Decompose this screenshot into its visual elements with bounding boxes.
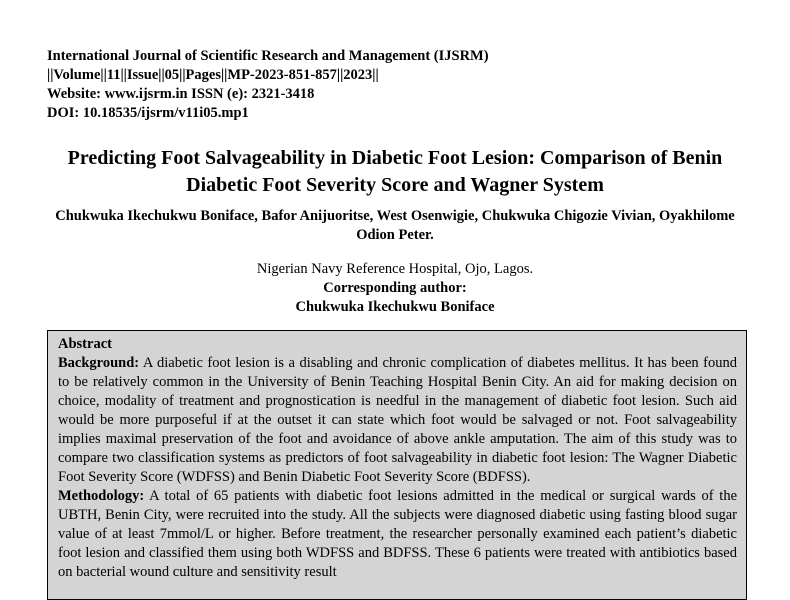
abstract-heading: Abstract — [58, 336, 112, 352]
abstract-background — [58, 354, 737, 487]
volume-info: ||Volume||11||Issue||05||Pages||MP-2023-851-857||2023|| — [47, 67, 379, 83]
affiliation: Nigerian Navy Reference Hospital, Ojo, Lagos. — [256, 261, 534, 277]
author-list: Chukwuka Ikechukwu Boniface, Bafor Anijuoritse, West Osenwigie, Chukwuka Chigozie Vivian, Oyakhilome Odion Peter. — [55, 208, 735, 243]
journal-name: International Journal of Scientific Research and Management (IJSRM) — [47, 48, 489, 64]
methodology-label: Methodology: — [58, 488, 145, 504]
doi: DOI: 10.18535/ijsrm/v11i05.mp1 — [47, 105, 249, 121]
methodology-text: A total of 65 patients with diabetic foot lesions admitted in the medical or surgical wards of the UBTH, Benin City, were recruited into the study. All the subjects were diagnosed diabetic using fasting blood sugar value of at least 7mmol/L or higher. Before treatment, the researcher personally examined each patient’s diabetic foot lesion and classified them using both WDFSS and BDFSS. These 6 patients were treated with antibiotics based on bacterial wound culture and sensitivity result — [58, 488, 737, 580]
journal-header — [47, 47, 747, 123]
abstract-box — [47, 330, 747, 600]
background-label: Background: — [58, 355, 140, 371]
affiliation-block — [40, 260, 750, 317]
abstract-methodology — [58, 487, 737, 582]
website-issn: Website: www.ijsrm.in ISSN (e): 2321-3418 — [47, 86, 315, 102]
corresponding-author-label: Corresponding author: — [323, 280, 467, 296]
paper-title: Predicting Foot Salvageability in Diabetic Foot Lesion: Comparison of Benin Diabetic Foot Severity Score and Wagner System — [67, 147, 723, 196]
corresponding-author-name: Chukwuka Ikechukwu Boniface — [295, 299, 495, 315]
background-text: A diabetic foot lesion is a disabling and chronic complication of diabetes mellitus. It has been found to be relatively common in the University of Benin Teaching Hospital Benin City. An aid for making decision on choice, modality of treatment and prognostication is needful in the management of diabetic foot lesion. Such aid would be more purposeful if at the outset it can state which foot would be salvaged or not. Foot salvageability implies maximal preservation of the foot and avoidance of above ankle amputation. The aim of this study was to compare two classification systems as predictors of foot salvageability in diabetic foot lesion: The Wagner Diabetic Foot Severity Score (WDFSS) and Benin Diabetic Foot Severity Score (BDFSS). — [58, 355, 737, 485]
